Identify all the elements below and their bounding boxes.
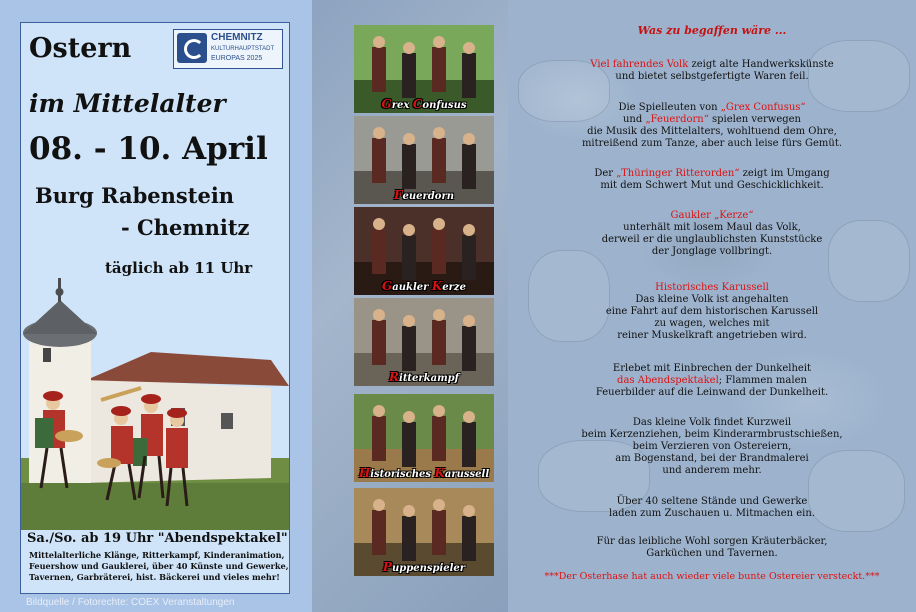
program-line [508,417,916,429]
castle-musicians-illustration [21,278,289,530]
program-line [508,496,916,508]
body-text: beim Kerzenziehen, beim Kinderarmbrustschießen, [581,429,843,440]
program-line [508,387,916,399]
program-line [508,318,916,330]
program-line [508,536,916,548]
highlight-text: „Grex Confusus“ [720,102,806,113]
body-text: laden zum Zuschauen u. Mitmachen ein. [609,508,815,519]
easter-egg-note: ***Der Osterhase hat auch wieder viele bunte Ostereier versteckt.*** [544,571,880,582]
caption-text: erze [442,282,466,293]
program-line [508,441,916,453]
body-text: mit dem Schwert Mut und Geschicklichkeit. [600,180,824,191]
poster-program-line: Feuershow und Gauklerei, über 40 Künste und Gewerke, [29,561,289,571]
photo-caption [354,370,494,384]
body-text: Das kleine Volk findet Kurzweil [632,417,792,428]
program-line [508,71,916,83]
program-line [508,246,916,258]
photo-credit: Bildquelle / Fotorechte: COEX Veranstaltungen [26,597,235,608]
program-paragraph [508,496,916,520]
program-line [508,114,916,126]
caption-text: istorisches [370,469,435,480]
body-text: Das kleine Volk ist angehalten [635,294,789,305]
body-text: die Musik des Mittelalters, wohltuend dem Ohre, [587,126,837,137]
event-photo [354,488,494,576]
logo-year: EUROPAS 2025 [211,55,263,62]
body-text: am Bogenstand, bei der Brandmalerei [615,453,809,464]
program-line [508,234,916,246]
program-paragraph [508,282,916,342]
photo-caption [354,279,494,293]
caption-initial: G [381,97,392,111]
caption-text: itterkampf [399,373,459,384]
caption-text: euerdorn [402,191,454,202]
body-text: zu wagen, welches mit [654,318,770,329]
caption-text: aukler [392,282,432,293]
poster-program-line: Tavernen, Garbräterei, hist. Bäckerei und vieles mehr! [29,572,280,582]
program-heading: Was zu begaffen wäre ... [637,24,787,37]
program-description [508,0,916,612]
highlight-text: „Feuerdorn“ [645,114,709,125]
body-text: Für das leibliche Wohl sorgen Kräuterbäcker, [596,536,828,547]
program-paragraph [508,59,916,83]
program-line [508,465,916,477]
chemnitz-logo-mark [177,33,207,63]
photo-caption [354,97,494,111]
program-line [508,210,916,222]
caption-initial: P [382,560,392,574]
body-text: Erlebet mit Einbrechen der Dunkelheit [612,363,812,374]
program-paragraph [508,363,916,399]
body-text: Feuerbilder auf die Leinwand der Dunkelheit. [595,387,829,398]
caption-initial: K [434,466,445,480]
logo-subline: KULTURHAUPTSTADT [211,46,275,52]
program-line [508,363,916,375]
caption-text: rex [391,100,413,111]
body-text: reiner Muskelkraft angetrieben wird. [617,330,807,341]
caption-text: uppenspieler [391,563,466,574]
poster-subtitle: im Mittelalter [29,89,226,118]
caption-text: arussell [444,469,490,480]
logo-name: CHEMNITZ [211,32,263,43]
caption-initial: H [358,466,371,480]
body-text: derweil er die unglaublichsten Kunststücke [601,234,823,245]
body-text: eine Fahrt auf dem historischen Karussell [605,306,819,317]
poster-venue-city: - Chemnitz [121,215,250,240]
program-line [508,330,916,342]
program-line [508,294,916,306]
program-line [508,508,916,520]
program-line [508,282,916,294]
body-text: und [622,114,646,125]
body-text: Die Spielleuten von [618,102,721,113]
program-paragraph [508,417,916,477]
program-line [508,375,916,387]
body-text: zeigt im Umgang [739,168,830,179]
event-photo [354,298,494,386]
program-paragraph [508,210,916,258]
highlight-text: Gaukler „Kerze“ [670,210,754,221]
body-text: ; Flammen malen [718,375,807,386]
program-line [508,222,916,234]
program-line [508,429,916,441]
poster-program-line: Mittelalterliche Klänge, Ritterkampf, Kinderanimation, [29,550,285,560]
body-text: Über 40 seltene Stände und Gewerke [616,496,808,507]
program-line [508,59,916,71]
body-text: Garküchen und Tavernen. [646,548,778,559]
poster-title: Ostern [29,33,132,64]
caption-initial: F [394,188,403,202]
program-line [508,453,916,465]
body-text: Der [594,168,617,179]
caption-text: onfusus [422,100,467,111]
caption-initial: C [412,97,423,111]
evening-event-line: Sa./So. ab 19 Uhr "Abendspektakel" [27,531,288,546]
highlight-text: Viel fahrendes Volk [590,59,689,70]
event-poster [20,22,290,594]
event-photo [354,207,494,295]
program-line [508,548,916,560]
program-line [508,168,916,180]
program-line [508,126,916,138]
body-text: unterhält mit losem Maul das Volk, [623,222,801,233]
body-text: mitreißend zum Tanze, aber auch leise fürs Gemüt. [581,138,843,149]
program-paragraph [508,102,916,150]
highlight-text: das Abendspektakel [617,375,719,386]
photo-strip [312,0,508,612]
chemnitz-logo [173,29,283,69]
event-photo [354,394,494,482]
program-paragraph [508,168,916,192]
poster-venue: Burg Rabenstein [35,183,235,208]
photo-caption [354,188,494,202]
body-text: und anderem mehr. [662,465,762,476]
program-line [508,306,916,318]
caption-initial: R [389,370,400,384]
body-text: beim Verzieren von Ostereiern, [632,441,792,452]
caption-initial: K [431,279,443,293]
program-line [508,138,916,150]
program-paragraph [508,536,916,560]
highlight-text: „Thüringer Ritterorden“ [616,168,740,179]
body-text: zeigt alte Handwerkskünste [688,59,834,70]
poster-dates: 08. - 10. April [29,131,268,167]
highlight-text: Historisches Karussell [655,282,769,293]
program-line [508,102,916,114]
caption-initial: G [382,279,393,293]
poster-hours: täglich ab 11 Uhr [105,259,253,277]
body-text: der Jonglage vollbringt. [651,246,773,257]
program-line [508,180,916,192]
event-photo [354,116,494,204]
photo-caption [354,466,494,480]
body-text: spielen verwegen [708,114,801,125]
event-photo [354,25,494,113]
photo-caption [354,560,494,574]
body-text: und bietet selbstgefertigte Waren feil. [615,71,809,82]
